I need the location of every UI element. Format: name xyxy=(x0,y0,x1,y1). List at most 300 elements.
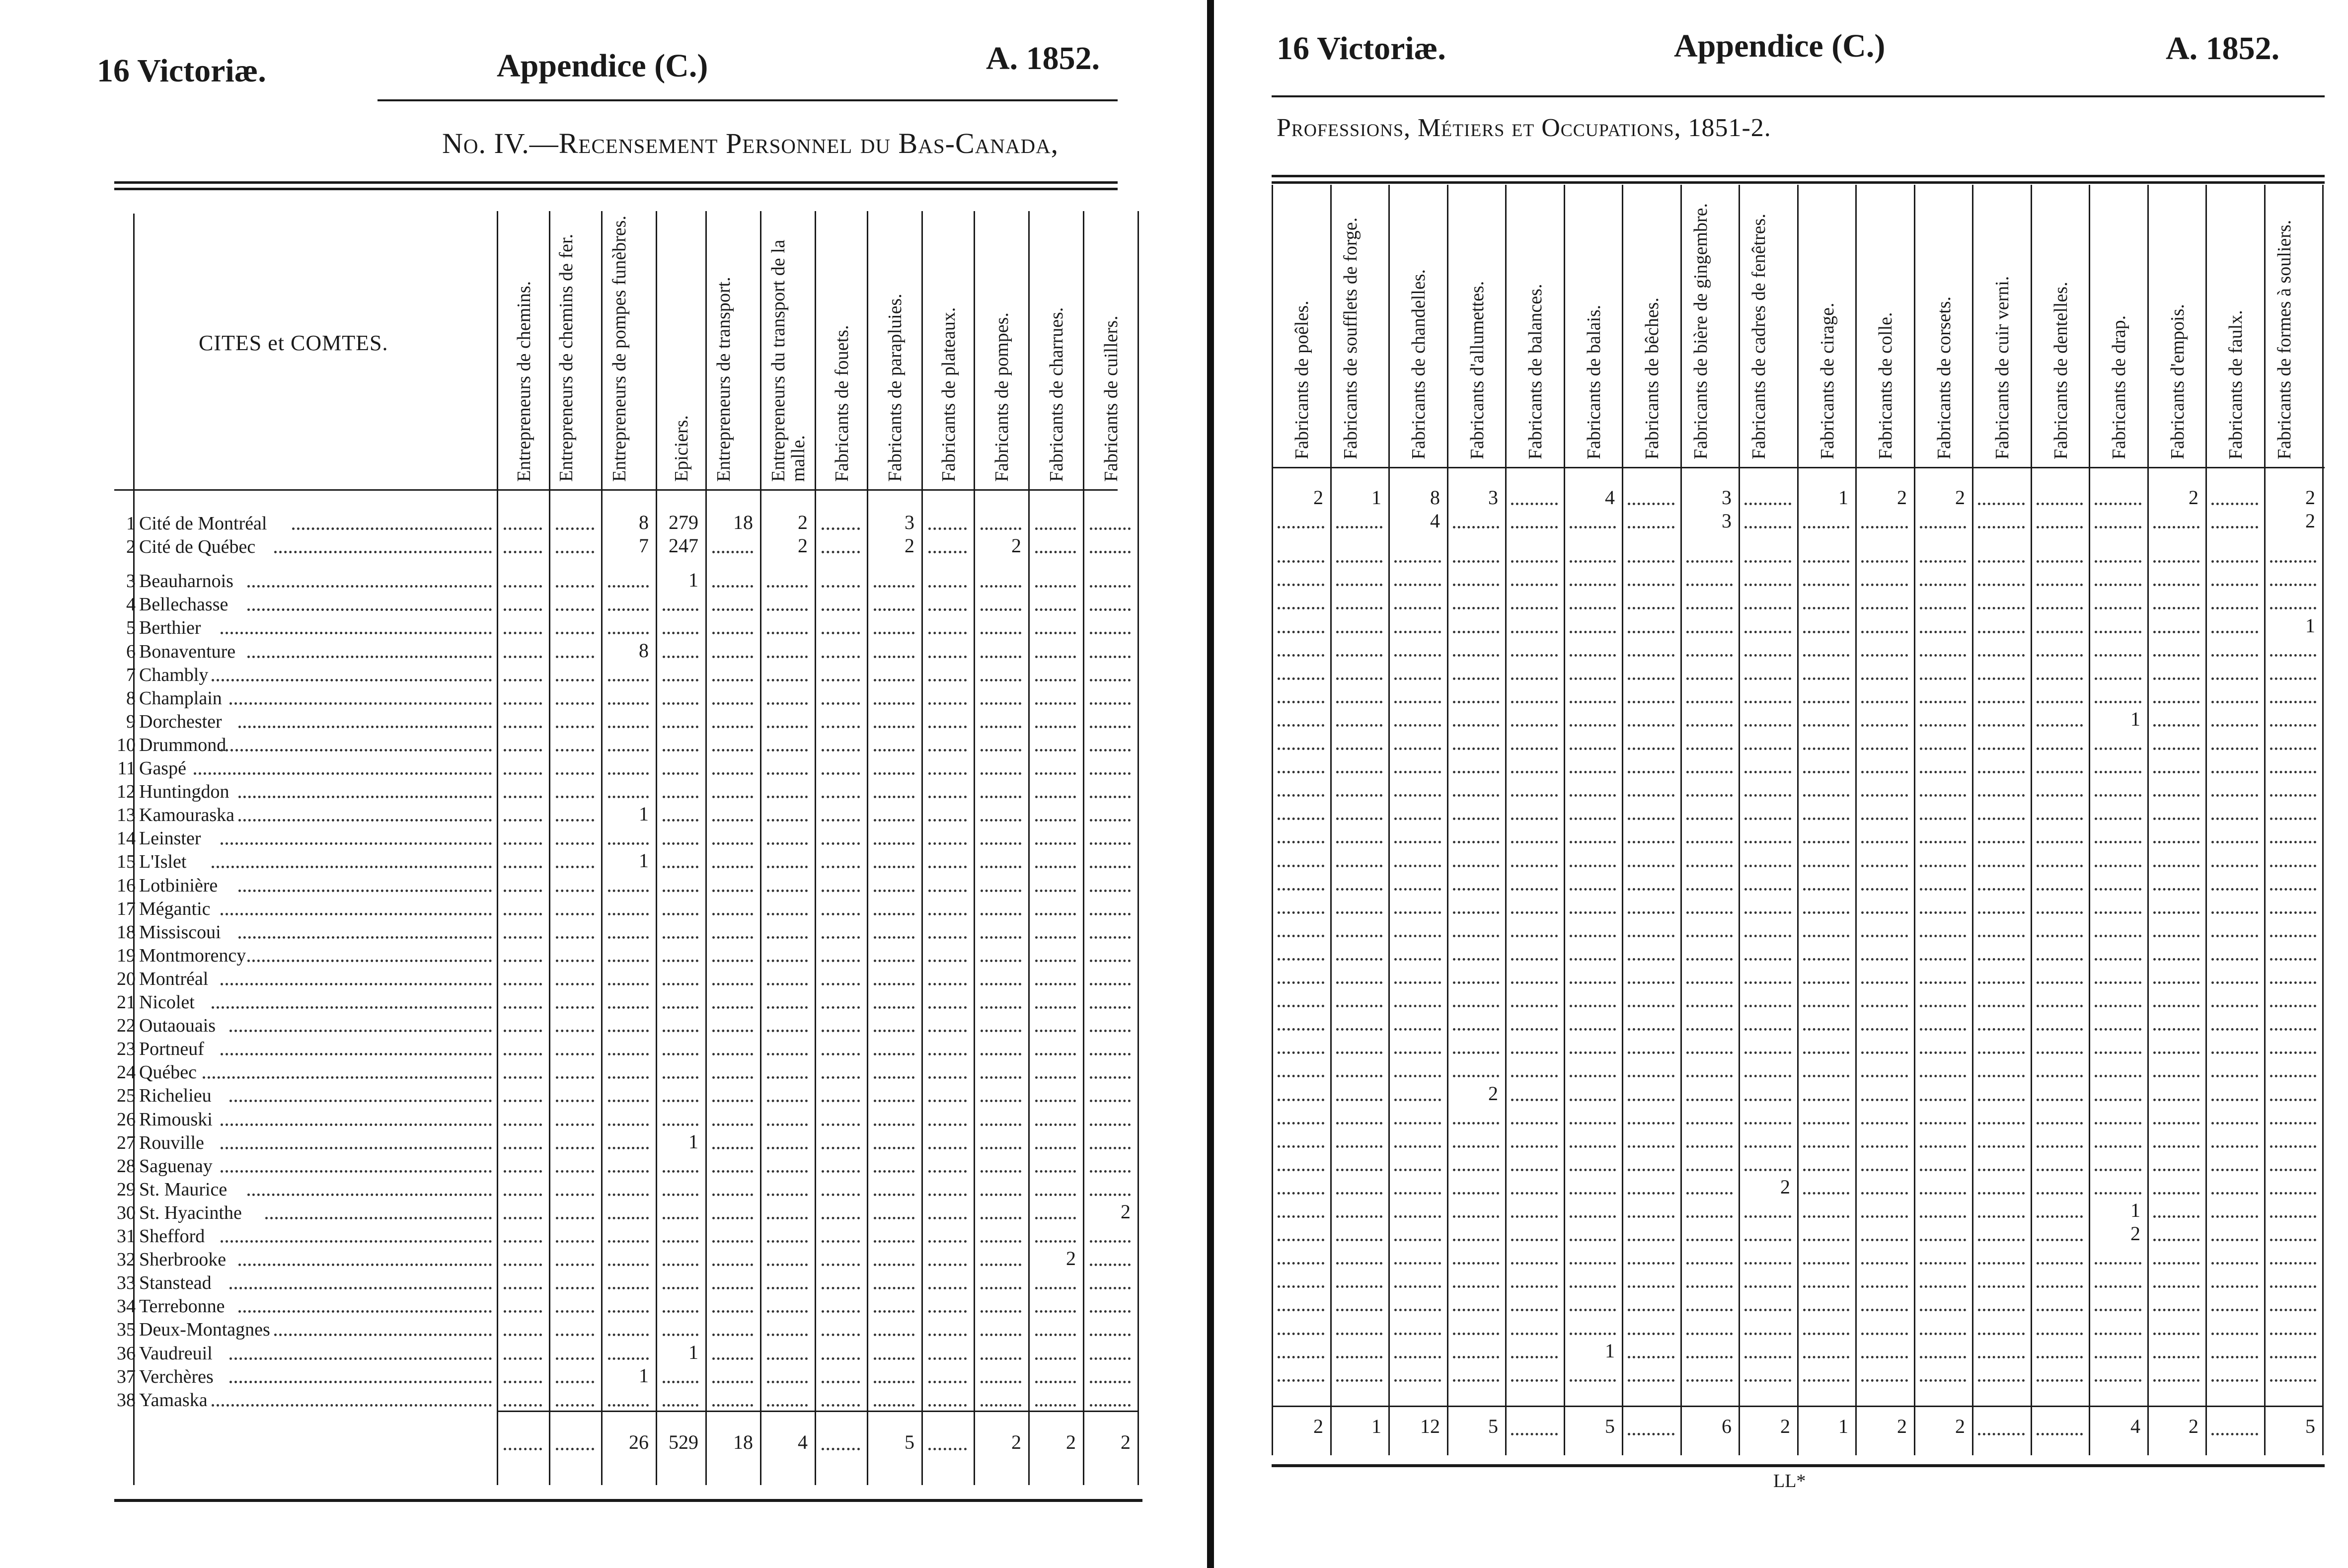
empty-cell-dots xyxy=(2211,1075,2258,1077)
empty-cell-dots xyxy=(1861,747,1908,750)
empty-cell-dots xyxy=(981,1287,1021,1289)
county-name: Rouville xyxy=(139,1132,204,1153)
empty-cell-dots xyxy=(504,960,542,962)
empty-cell-dots xyxy=(1278,818,1324,820)
total-value: 2 xyxy=(1121,1431,1131,1453)
empty-cell-dots xyxy=(556,772,594,775)
empty-cell-dots xyxy=(981,913,1021,915)
leader-dots xyxy=(221,632,492,634)
empty-cell-dots xyxy=(1570,771,1616,773)
empty-cell-dots xyxy=(1511,503,1558,505)
leader-dots xyxy=(229,1357,492,1360)
empty-cell-dots xyxy=(822,1217,860,1219)
empty-cell-dots xyxy=(1278,794,1324,797)
empty-cell-dots xyxy=(2153,631,2199,633)
empty-cell-dots xyxy=(1920,1192,1966,1195)
column-header: Fabricants de balais. xyxy=(1583,304,1604,459)
total-value: 2 xyxy=(1780,1415,1790,1437)
empty-cell-dots xyxy=(1035,983,1076,985)
empty-cell-dots xyxy=(1394,560,1441,563)
empty-cell-dots xyxy=(1035,551,1076,553)
empty-cell-dots xyxy=(1978,1309,2025,1311)
column-rule xyxy=(760,211,761,1485)
empty-cell-dots xyxy=(1394,1192,1441,1195)
empty-cell-dots xyxy=(1570,911,1616,914)
column-rule xyxy=(601,211,603,1485)
empty-cell-dots xyxy=(1861,841,1908,843)
row-number: 25 xyxy=(117,1085,136,1107)
empty-cell-dots xyxy=(1861,1075,1908,1077)
empty-cell-dots xyxy=(1920,607,1966,609)
year-label: A. 1852. xyxy=(986,40,1100,76)
empty-cell-dots xyxy=(1570,888,1616,891)
cell-value: 1 xyxy=(2130,707,2140,730)
empty-cell-dots xyxy=(663,772,698,775)
empty-cell-dots xyxy=(1978,1379,2025,1382)
empty-cell-dots xyxy=(928,551,967,553)
empty-cell-dots xyxy=(2095,1333,2141,1335)
empty-cell-dots xyxy=(1090,1006,1131,1009)
empty-cell-dots xyxy=(1628,794,1674,797)
empty-cell-dots xyxy=(2211,1005,2258,1007)
empty-cell-dots xyxy=(2211,911,2258,914)
empty-cell-dots xyxy=(1744,911,1791,914)
empty-cell-dots xyxy=(1336,1239,1382,1241)
leader-dots xyxy=(212,866,492,868)
empty-cell-dots xyxy=(2211,794,2258,797)
empty-cell-dots xyxy=(2211,841,2258,843)
empty-cell-dots xyxy=(981,702,1021,705)
empty-cell-dots xyxy=(1511,1215,1558,1218)
empty-cell-dots xyxy=(663,679,698,681)
empty-cell-dots xyxy=(767,936,808,939)
empty-cell-dots xyxy=(712,679,753,681)
row-number: 30 xyxy=(117,1202,136,1223)
leader-dots xyxy=(221,749,492,751)
empty-cell-dots xyxy=(981,1357,1021,1360)
empty-cell-dots xyxy=(1920,1075,1966,1077)
empty-cell-dots xyxy=(928,983,967,985)
empty-cell-dots xyxy=(2095,1051,2141,1054)
empty-cell-dots xyxy=(822,1381,860,1383)
empty-cell-dots xyxy=(504,749,542,751)
empty-cell-dots xyxy=(1278,1239,1324,1241)
empty-cell-dots xyxy=(1511,865,1558,867)
empty-cell-dots xyxy=(1511,911,1558,914)
column-header: Fabricants de charrues. xyxy=(1046,307,1067,482)
empty-cell-dots xyxy=(1394,701,1441,703)
empty-cell-dots xyxy=(663,726,698,728)
empty-cell-dots xyxy=(2270,1309,2316,1311)
empty-cell-dots xyxy=(1336,1333,1382,1335)
empty-cell-dots xyxy=(1628,747,1674,750)
empty-cell-dots xyxy=(874,702,914,705)
empty-cell-dots xyxy=(2211,1285,2258,1288)
column-rule xyxy=(815,211,816,1485)
empty-cell-dots xyxy=(608,585,649,588)
empty-cell-dots xyxy=(1336,981,1382,984)
year-label-right: A. 1852. xyxy=(2166,30,2280,67)
county-name: Montmorency xyxy=(139,945,246,966)
empty-cell-dots xyxy=(1803,1192,1849,1195)
empty-cell-dots xyxy=(504,1147,542,1149)
empty-cell-dots xyxy=(2095,1262,2141,1265)
empty-cell-dots xyxy=(767,1217,808,1219)
empty-cell-dots xyxy=(1744,607,1791,609)
empty-cell-dots xyxy=(504,1194,542,1196)
empty-cell-dots xyxy=(2095,1356,2141,1358)
totals-rule xyxy=(497,1411,1137,1412)
empty-cell-dots xyxy=(1920,724,1966,727)
empty-cell-dots xyxy=(2270,911,2316,914)
empty-cell-dots xyxy=(663,890,698,892)
leader-dots xyxy=(221,913,492,915)
empty-cell-dots xyxy=(556,796,594,798)
empty-cell-dots xyxy=(504,842,542,845)
empty-cell-dots xyxy=(928,1170,967,1173)
empty-cell-dots xyxy=(1803,888,1849,891)
county-name: Huntingdon xyxy=(139,781,229,803)
empty-cell-dots xyxy=(767,796,808,798)
empty-cell-dots xyxy=(1920,701,1966,703)
empty-cell-dots xyxy=(2270,654,2316,657)
empty-cell-dots xyxy=(1803,1169,1849,1171)
cell-value: 2 xyxy=(798,534,808,557)
empty-cell-dots xyxy=(556,1404,594,1407)
empty-cell-dots xyxy=(2270,1333,2316,1335)
row-number: 22 xyxy=(117,1015,136,1037)
empty-cell-dots xyxy=(1978,654,2025,657)
column-rule xyxy=(1680,185,1682,1455)
empty-cell-dots xyxy=(1453,1285,1499,1288)
empty-cell-dots xyxy=(2211,560,2258,563)
empty-cell-dots xyxy=(2211,888,2258,891)
empty-cell-dots xyxy=(2037,1192,2083,1195)
column-header: Fabricants de bière de gingembre. xyxy=(1690,203,1711,459)
empty-cell-dots xyxy=(1744,631,1791,633)
cell-value: 2 xyxy=(1897,486,1907,509)
empty-cell-dots xyxy=(1628,526,1674,528)
cell-value: 1 xyxy=(2130,1199,2140,1221)
table-title-right: Professions, Métiers et Occupations, 1851-2. xyxy=(1277,114,1771,142)
empty-cell-dots xyxy=(1394,935,1441,937)
total-value: 6 xyxy=(1722,1415,1732,1437)
total-value: 2 xyxy=(1313,1415,1323,1437)
cell-value: 2 xyxy=(1955,486,1965,509)
empty-cell-dots xyxy=(1628,1145,1674,1148)
column-header: Entrepreneurs du transport de la malle. xyxy=(768,239,809,482)
empty-cell-dots xyxy=(1978,935,2025,937)
empty-cell-dots xyxy=(1920,1169,1966,1171)
empty-cell-dots xyxy=(1336,1099,1382,1101)
empty-cell-dots xyxy=(981,749,1021,751)
empty-cell-dots xyxy=(1628,865,1674,867)
empty-cell-dots xyxy=(2211,865,2258,867)
empty-cell-dots xyxy=(1744,841,1791,843)
empty-cell-dots xyxy=(767,890,808,892)
empty-cell-dots xyxy=(1570,584,1616,586)
empty-cell-dots xyxy=(874,679,914,681)
empty-cell-dots xyxy=(556,632,594,634)
empty-cell-dots xyxy=(1394,818,1441,820)
empty-cell-dots xyxy=(1336,1356,1382,1358)
empty-cell-dots xyxy=(1686,724,1733,727)
empty-cell-dots xyxy=(2037,677,2083,680)
empty-cell-dots xyxy=(822,702,860,705)
empty-cell-dots xyxy=(2095,794,2141,797)
column-rule xyxy=(2089,185,2090,1455)
empty-cell-dots xyxy=(874,1240,914,1243)
empty-cell-dots xyxy=(2095,771,2141,773)
empty-cell-dots xyxy=(1803,865,1849,867)
empty-cell-dots xyxy=(712,1334,753,1336)
empty-cell-dots xyxy=(2153,701,2199,703)
empty-cell-dots xyxy=(504,1076,542,1079)
empty-cell-dots xyxy=(2037,1333,2083,1335)
empty-cell-dots xyxy=(2095,560,2141,563)
empty-cell-dots xyxy=(1628,1333,1674,1335)
cell-value: 4 xyxy=(1605,486,1615,509)
empty-cell-dots xyxy=(1278,1262,1324,1265)
empty-cell-dots xyxy=(1744,981,1791,984)
leader-dots xyxy=(238,890,492,892)
session-label: 16 Victoriæ. xyxy=(97,53,266,89)
empty-cell-dots xyxy=(874,1310,914,1313)
empty-cell-dots xyxy=(663,608,698,611)
empty-cell-dots xyxy=(2153,794,2199,797)
empty-cell-dots xyxy=(1453,1122,1499,1124)
empty-cell-dots xyxy=(1744,1262,1791,1265)
empty-cell-dots xyxy=(1978,631,2025,633)
empty-cell-dots xyxy=(1920,1285,1966,1288)
cell-value: 3 xyxy=(905,511,914,533)
empty-cell-dots xyxy=(1035,1334,1076,1336)
page-gutter xyxy=(1207,0,1214,1568)
empty-cell-dots xyxy=(874,656,914,658)
empty-cell-dots xyxy=(712,1381,753,1383)
empty-cell-dots xyxy=(712,1264,753,1266)
empty-cell-dots xyxy=(1978,1262,2025,1265)
empty-cell-dots xyxy=(1920,1051,1966,1054)
empty-cell-dots xyxy=(1920,794,1966,797)
row-number: 6 xyxy=(126,641,136,662)
empty-cell-dots xyxy=(556,1123,594,1126)
empty-cell-dots xyxy=(822,585,860,588)
empty-cell-dots xyxy=(1803,958,1849,961)
county-name: Kamouraska xyxy=(139,805,235,826)
empty-cell-dots xyxy=(1278,654,1324,657)
county-name: Saguenay xyxy=(139,1155,213,1177)
empty-cell-dots xyxy=(1394,1239,1441,1241)
empty-cell-dots xyxy=(504,585,542,588)
empty-cell-dots xyxy=(1511,1262,1558,1265)
empty-cell-dots xyxy=(504,1217,542,1219)
column-rule xyxy=(2264,185,2266,1455)
empty-cell-dots xyxy=(1570,818,1616,820)
empty-cell-dots xyxy=(2095,654,2141,657)
empty-cell-dots xyxy=(1978,1145,2025,1148)
empty-cell-dots xyxy=(1978,677,2025,680)
empty-cell-dots xyxy=(556,842,594,845)
empty-cell-dots xyxy=(1803,1239,1849,1241)
empty-cell-dots xyxy=(556,749,594,751)
empty-cell-dots xyxy=(928,1194,967,1196)
empty-cell-dots xyxy=(2211,1356,2258,1358)
empty-cell-dots xyxy=(928,866,967,868)
empty-cell-dots xyxy=(1686,841,1733,843)
empty-cell-dots xyxy=(928,819,967,821)
empty-cell-dots xyxy=(981,656,1021,658)
empty-cell-dots xyxy=(2095,1285,2141,1288)
empty-cell-dots xyxy=(608,1100,649,1102)
empty-cell-dots xyxy=(1570,865,1616,867)
empty-cell-dots xyxy=(874,1194,914,1196)
row-number: 28 xyxy=(117,1155,136,1177)
empty-cell-dots xyxy=(1336,1005,1382,1007)
leader-dots xyxy=(238,936,492,939)
empty-cell-dots xyxy=(928,1053,967,1055)
empty-cell-dots xyxy=(1628,1051,1674,1054)
empty-cell-dots xyxy=(712,842,753,845)
empty-cell-dots xyxy=(767,1123,808,1126)
empty-cell-dots xyxy=(1978,981,2025,984)
empty-cell-dots xyxy=(1861,1262,1908,1265)
empty-cell-dots xyxy=(1278,1192,1324,1195)
empty-cell-dots xyxy=(1090,632,1131,634)
empty-cell-dots xyxy=(1336,747,1382,750)
empty-cell-dots xyxy=(1803,631,1849,633)
empty-cell-dots xyxy=(2211,958,2258,961)
empty-cell-dots xyxy=(822,936,860,939)
empty-cell-dots xyxy=(928,1006,967,1009)
appendix-label-right: Appendice (C.) xyxy=(1674,28,1886,64)
empty-cell-dots xyxy=(767,726,808,728)
total-value: 4 xyxy=(798,1431,808,1453)
row-number: 14 xyxy=(117,828,136,849)
empty-cell-dots xyxy=(822,796,860,798)
empty-cell-dots xyxy=(767,1310,808,1313)
empty-cell-dots xyxy=(1570,607,1616,609)
empty-cell-dots xyxy=(1686,818,1733,820)
empty-cell-dots xyxy=(767,1334,808,1336)
row-number: 19 xyxy=(117,945,136,966)
empty-cell-dots xyxy=(2153,911,2199,914)
empty-cell-dots xyxy=(1861,1379,1908,1382)
row-number: 27 xyxy=(117,1132,136,1153)
empty-cell-dots xyxy=(1686,911,1733,914)
empty-cell-dots xyxy=(1035,1053,1076,1055)
cell-value: 2 xyxy=(1121,1200,1131,1223)
empty-cell-dots xyxy=(822,1076,860,1079)
empty-cell-dots xyxy=(712,936,753,939)
empty-cell-dots xyxy=(2270,1262,2316,1265)
column-header: Fabricants de cuir verni. xyxy=(1992,276,2013,459)
total-value: 2 xyxy=(1066,1431,1076,1453)
empty-cell-dots xyxy=(663,749,698,751)
empty-cell-dots xyxy=(1803,560,1849,563)
empty-cell-dots xyxy=(1090,1194,1131,1196)
empty-cell-dots xyxy=(928,772,967,775)
empty-cell-dots xyxy=(928,1287,967,1289)
empty-cell-dots xyxy=(1686,771,1733,773)
column-rule xyxy=(705,211,707,1485)
empty-cell-dots xyxy=(767,749,808,751)
empty-cell-dots xyxy=(1920,1028,1966,1031)
empty-cell-dots xyxy=(2153,560,2199,563)
empty-cell-dots xyxy=(2095,841,2141,843)
empty-cell-dots xyxy=(1035,819,1076,821)
empty-cell-dots xyxy=(928,585,967,588)
empty-cell-dots xyxy=(504,866,542,868)
empty-cell-dots xyxy=(2270,1169,2316,1171)
table-top-rule-2 xyxy=(114,188,1118,190)
empty-cell-dots xyxy=(1278,1122,1324,1124)
total-value: 529 xyxy=(669,1431,698,1453)
empty-cell-dots xyxy=(1278,888,1324,891)
empty-cell-dots xyxy=(1920,747,1966,750)
empty-cell-dots xyxy=(2270,841,2316,843)
county-name: Outaouais xyxy=(139,1015,216,1037)
row-number: 9 xyxy=(126,711,136,732)
empty-cell-dots xyxy=(1453,607,1499,609)
county-name: Bonaventure xyxy=(139,641,236,662)
empty-cell-dots xyxy=(1511,724,1558,727)
empty-cell-dots xyxy=(1978,1285,2025,1288)
row-number: 26 xyxy=(117,1109,136,1130)
empty-cell-dots xyxy=(2153,526,2199,528)
leader-dots xyxy=(221,1123,492,1126)
empty-cell-dots xyxy=(981,1100,1021,1102)
empty-cell-dots xyxy=(1920,911,1966,914)
empty-cell-dots xyxy=(928,1147,967,1149)
empty-cell-dots xyxy=(874,960,914,962)
county-name: Sherbrooke xyxy=(139,1249,227,1270)
column-rule xyxy=(1505,185,1507,1455)
column-header: Fabricants de faulx. xyxy=(2225,310,2246,459)
empty-cell-dots xyxy=(874,1334,914,1336)
row-number: 23 xyxy=(117,1039,136,1060)
column-header: Entrepreneurs de pompes funèbres. xyxy=(609,215,630,482)
empty-cell-dots xyxy=(1861,1309,1908,1311)
empty-cell-dots xyxy=(1803,1122,1849,1124)
empty-cell-dots xyxy=(2153,1145,2199,1148)
empty-cell-dots xyxy=(2211,1192,2258,1195)
empty-cell-dots xyxy=(1453,794,1499,797)
empty-cell-dots xyxy=(2211,607,2258,609)
empty-cell-dots xyxy=(1453,1145,1499,1148)
empty-cell-dots xyxy=(608,1194,649,1196)
row-number: 1 xyxy=(126,513,136,534)
empty-cell-dots xyxy=(1453,865,1499,867)
empty-cell-dots xyxy=(1570,747,1616,750)
empty-cell-dots xyxy=(874,890,914,892)
empty-cell-dots xyxy=(928,1100,967,1102)
empty-cell-dots xyxy=(1978,1239,2025,1241)
empty-cell-dots xyxy=(1628,560,1674,563)
empty-cell-dots xyxy=(1803,1005,1849,1007)
empty-cell-dots xyxy=(1920,1145,1966,1148)
empty-cell-dots xyxy=(874,866,914,868)
cell-value: 1 xyxy=(639,803,649,825)
empty-cell-dots xyxy=(767,1264,808,1266)
empty-cell-dots xyxy=(981,1170,1021,1173)
empty-cell-dots xyxy=(2211,701,2258,703)
row-number: 13 xyxy=(117,805,136,826)
empty-cell-dots xyxy=(1686,560,1733,563)
empty-cell-dots xyxy=(608,1334,649,1336)
empty-cell-dots xyxy=(2270,560,2316,563)
empty-cell-dots xyxy=(1035,1217,1076,1219)
